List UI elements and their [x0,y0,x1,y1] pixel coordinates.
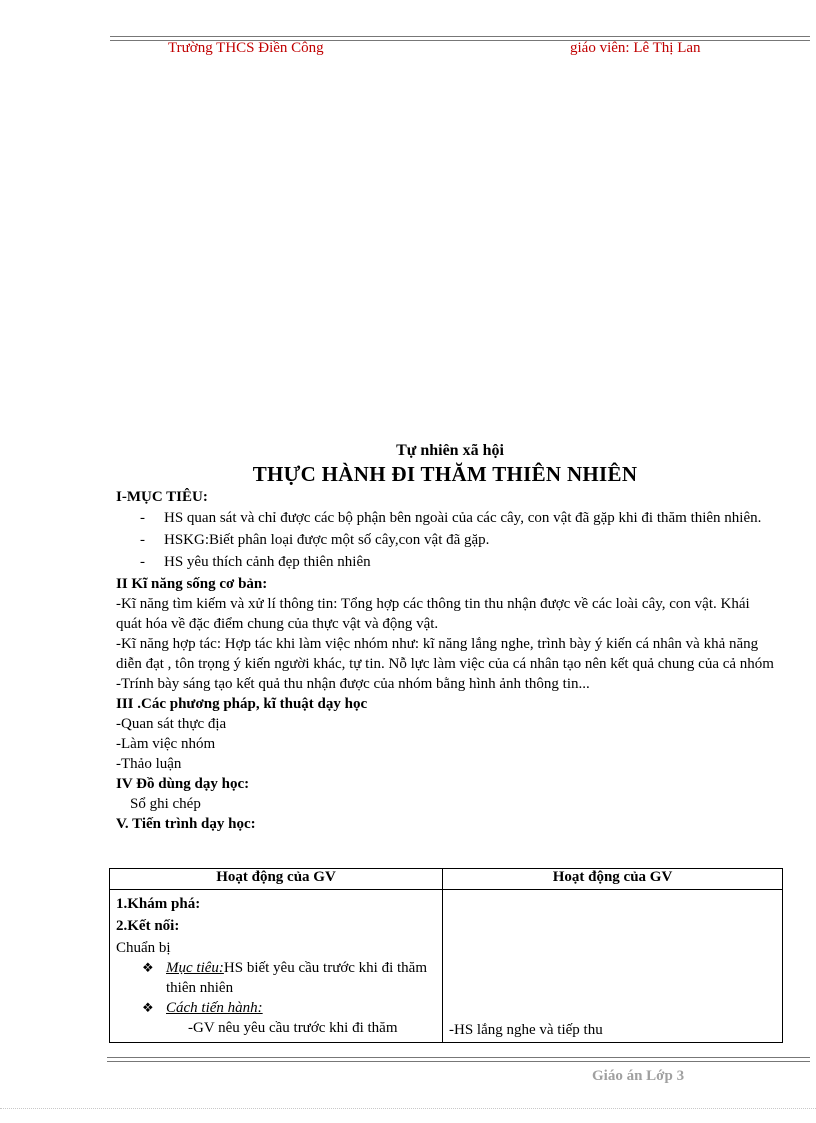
subject-heading: Tự nhiên xã hội [396,442,504,459]
list-item: -Quan sát thực địa [116,716,227,732]
paragraph: -Kĩ năng tìm kiếm và xử lí thông tin: Tổng hợp các thông tin thu nhận được về các loài cây, con vật. Khái quát hóa về đặc điểm chung của thực vật và động vật. [116,596,750,632]
diamond-cross-bullet-icon: ❖ [142,1000,154,1015]
column-header-teacher: Hoạt động của GV [110,869,443,890]
objectives-list [116,508,776,572]
school-name: Trường THCS Điền Công [168,40,324,56]
column-header-student: Hoạt động của GV [443,869,783,890]
list-item: -Làm việc nhóm [116,736,216,752]
student-response: -HS lắng nghe và tiếp thu [449,1022,603,1038]
list-item: - HS yêu thích cảnh đẹp thiên nhiên [116,552,776,572]
lesson-content [116,487,776,834]
method-text: -GV nêu yêu cầu trước khi đi thăm [188,1020,398,1036]
step-discover: 1.Khám phá: [116,896,201,912]
footer-label: Giáo án Lớp 3 [592,1068,685,1084]
paragraph: -Trính bày sáng tạo kết quả thu nhận được của nhóm bằng hình ảnh thông tin... [116,676,590,692]
lesson-title: THỰC HÀNH ĐI THĂM THIÊN NHIÊN [252,462,638,486]
goal-label: Mục tiêu: [166,960,224,976]
list-item: - HS quan sát và chỉ được các bộ phận bên ngoài của các cây, con vật đã gặp khi đi thăm thiên nhiên. [116,508,776,528]
section-process-heading: V. Tiến trình dạy học: [116,816,256,832]
goal-text: HS biết yêu cầu trước khi đi thăm thiên nhiên [166,960,427,996]
section-objectives-heading: I-MỤC TIÊU: [116,489,208,505]
lesson-plan-table [109,868,783,1043]
method-label: Cách tiến hành: [166,1000,263,1016]
teacher-name: giáo viên: Lê Thị Lan [570,40,701,56]
section-materials-heading: IV Đồ dùng dạy học: [116,776,250,792]
step-connect: 2.Kết nối: [116,918,180,934]
paragraph: -Kĩ năng hợp tác: Hợp tác khi làm việc nhóm như: kĩ năng lắng nghe, trình bày ý kiến cá nhân và khả năng diễn đạt , tôn trọng ý kiến người khác, tự tin. Nỗ lực làm việc của cá nhân tạo nên kết quả chung của cả nhóm [116,636,774,672]
list-item: - HSKG:Biết phân loại được một số cây,con vật đã gặp. [116,530,776,550]
section-skills-heading: II Kĩ năng sống cơ bản: [116,576,268,592]
goal-bullet [116,958,436,998]
student-activity-cell [443,890,783,1043]
table-header-row [110,869,783,890]
footer-rule [107,1057,810,1062]
table-row [110,890,783,1043]
list-item: -Thảo luận [116,756,182,772]
list-item: Sổ ghi chép [130,796,201,812]
prep-label: Chuẩn bị [116,940,171,956]
section-methods-heading: III .Các phương pháp, kĩ thuật dạy học [116,696,368,712]
page-bottom-dotted-line [0,1108,816,1109]
teacher-activity-cell [110,890,443,1043]
method-bullet [116,998,436,1018]
diamond-cross-bullet-icon: ❖ [142,960,154,975]
